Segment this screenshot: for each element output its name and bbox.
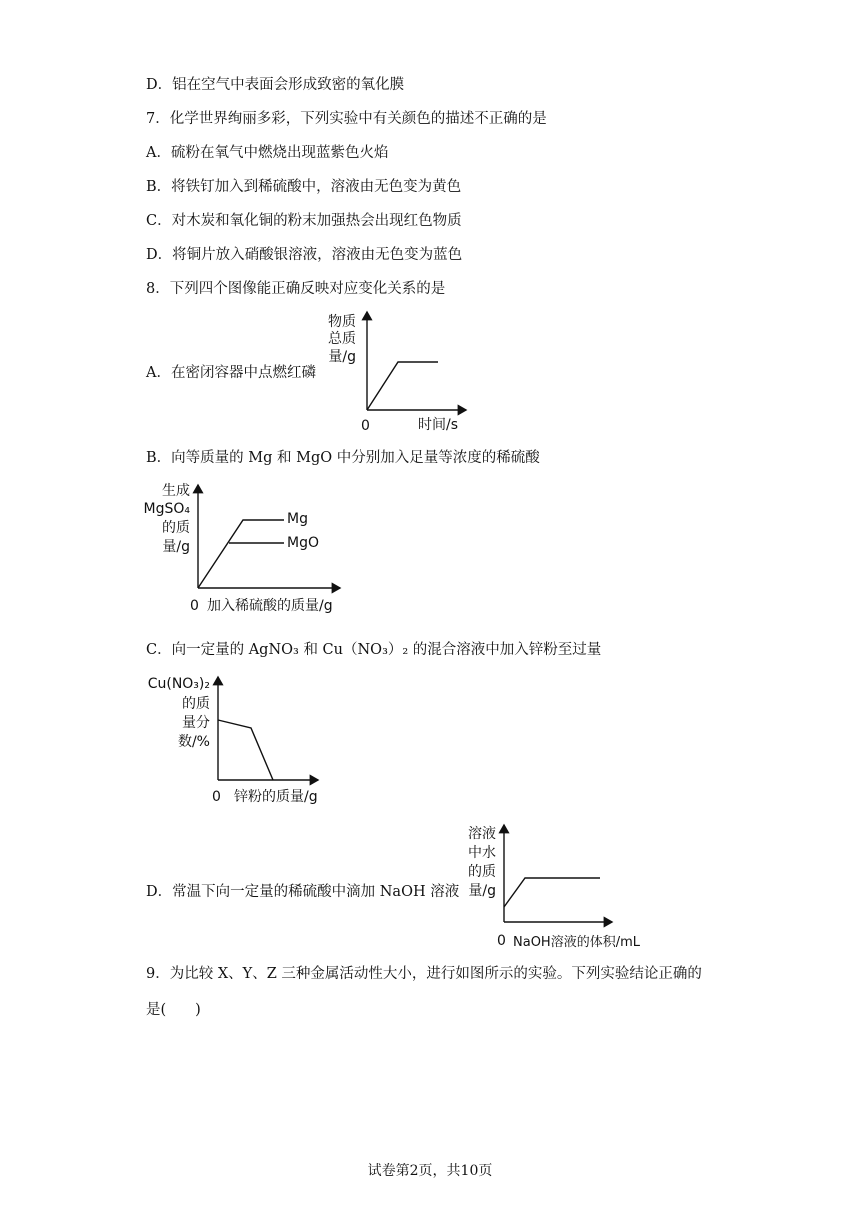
q9-stem-line2: 是( ) <box>146 1002 201 1018</box>
graph-c-ylabel-2: 的质 <box>182 696 210 712</box>
q7-stem: 7．化学世界绚丽多彩，下列实验中有关颜色的描述不正确的是 <box>146 111 547 127</box>
q7-option-a: A．硫粉在氧气中燃烧出现蓝紫色火焰 <box>146 145 389 161</box>
q8-stem: 8．下列四个图像能正确反映对应变化关系的是 <box>146 281 446 297</box>
q8-option-d: D．常温下向一定量的稀硫酸中滴加 NaOH 溶液 <box>146 884 460 900</box>
graph-b-ylabel-3: 的质 <box>162 520 190 536</box>
graph-d-curve <box>504 878 600 907</box>
graph-c-xlabel: 锌粉的质量/g <box>234 789 318 805</box>
graph-a-ylabel-2: 总质 <box>328 331 356 347</box>
graph-d-ylabel-4: 量/g <box>468 883 496 899</box>
graph-d-xlabel: NaOH溶液的体积/mL <box>513 935 640 950</box>
graph-d-ylabel-1: 溶液 <box>468 826 496 842</box>
graph-b-ylabel-2: MgSO₄ <box>143 501 190 517</box>
graph-a-ylabel-3: 量/g <box>328 349 356 365</box>
q8-option-b: B．向等质量的 Mg 和 MgO 中分别加入足量等浓度的稀硫酸 <box>146 450 540 466</box>
graph-b-curve-mg <box>198 520 284 588</box>
q7-option-c: C．对木炭和氧化铜的粉末加强热会出现红色物质 <box>146 213 462 229</box>
q8-option-c: C．向一定量的 AgNO₃ 和 Cu（NO₃）₂ 的混合溶液中加入锌粉至过量 <box>146 642 602 658</box>
graph-b-origin: 0 <box>190 598 199 614</box>
graph-a-origin: 0 <box>361 418 370 434</box>
graph-a-ylabel-1: 物质 <box>328 314 356 330</box>
page-footer: 试卷第2页，共10页 <box>367 1163 493 1179</box>
graph-c-origin: 0 <box>212 789 221 805</box>
graph-c-ylabel-4: 数/% <box>177 734 210 750</box>
graph-d-ylabel-2: 中水 <box>468 845 496 861</box>
graph-c-ylabel-3: 量分 <box>182 715 210 731</box>
q8-option-a: A．在密闭容器中点燃红磷 <box>146 365 316 381</box>
graph-b-series-mgo: MgO <box>287 535 319 551</box>
q7-option-b: B．将铁钉加入到稀硫酸中，溶液由无色变为黄色 <box>146 179 462 195</box>
graph-d-ylabel-3: 的质 <box>468 864 496 880</box>
graph-c-ylabel-1: Cu(NO₃)₂ <box>147 676 210 692</box>
graph-b-ylabel-4: 量/g <box>162 539 190 555</box>
graph-b-ylabel-1: 生成 <box>162 483 190 499</box>
graph-b-xlabel: 加入稀硫酸的质量/g <box>207 598 333 614</box>
q6-option-d: D．铝在空气中表面会形成致密的氧化膜 <box>146 77 405 93</box>
graph-a-curve <box>367 362 438 410</box>
graph-c-curve <box>218 720 273 780</box>
graph-a-xlabel: 时间/s <box>418 417 459 433</box>
q7-option-d: D．将铜片放入硝酸银溶液，溶液由无色变为蓝色 <box>146 247 463 263</box>
q9-stem-line1: 9．为比较 X、Y、Z 三种金属活动性大小，进行如图所示的实验。下列实验结论正确的 <box>146 966 702 982</box>
graph-b-series-mg: Mg <box>287 511 308 527</box>
graph-d-origin: 0 <box>497 933 506 949</box>
